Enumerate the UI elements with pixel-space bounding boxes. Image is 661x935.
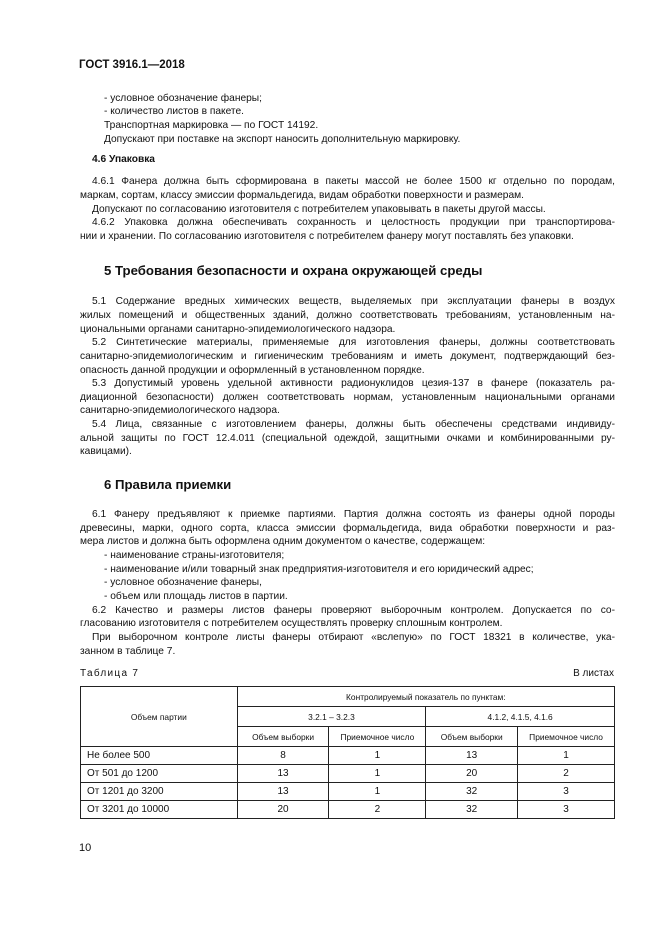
paragraph-line: санитарно-эпидемиологического надзора. — [80, 405, 280, 416]
paragraph-line: циональными органами санитарно-эпидемиологического надзора. — [80, 324, 396, 335]
table-cell: От 501 до 1200 — [81, 765, 238, 783]
column-header: Объем выборки — [426, 727, 518, 747]
paragraph-line: опасность данной продукции и оформленный в установленном порядке. — [80, 365, 425, 376]
table-cell: Не более 500 — [81, 747, 238, 765]
paragraph-line: диационной безопасности) должен соответствовать нормам, установленным национальными органами — [80, 392, 615, 403]
paragraph-line: 5.4 Лица, связанные с изготовлением фанеры, должны быть обеспечены средствами индивиду- — [92, 419, 615, 430]
paragraph-line: 4.6.1 Фанера должна быть сформирована в пакеты массой не более 1500 кг отдельно по породам, — [92, 176, 615, 187]
table-cell: 20 — [237, 801, 329, 819]
paragraph-line: санитарно-эпидемиологическим и гигиеническим требованиям и иметь документ, подтверждающий без- — [80, 351, 615, 362]
group-header: Контролируемый показатель по пунктам: — [237, 687, 614, 707]
paragraph-line: При выборочном контроле листы фанеры отбирают «вслепую» по ГОСТ 18321 в количестве, ука- — [92, 632, 615, 643]
paragraph-line: 5.3 Допустимый уровень удельной активности радионуклидов цезия-137 в фанере (показатель ра- — [92, 378, 615, 389]
paragraph-line: 5.1 Содержание вредных химических веществ, выделяемых при эксплуатации фанеры в воздух — [92, 296, 615, 307]
table-row — [81, 783, 615, 801]
table-cell: 20 — [426, 765, 518, 783]
list-item: - условное обозначение фанеры, — [104, 577, 262, 588]
table-cell: 1 — [329, 765, 426, 783]
paragraph-line: кавицами). — [80, 446, 132, 457]
table-cell: 13 — [237, 765, 329, 783]
table-row — [81, 765, 615, 783]
group-header-1: 3.2.1 – 3.2.3 — [237, 707, 426, 727]
table-cell: От 1201 до 3200 — [81, 783, 238, 801]
paragraph-line: 4.6.2 Упаковка должна обеспечивать сохранность и целостность продукции при транспортирова- — [92, 217, 615, 228]
table-cell: 1 — [329, 747, 426, 765]
table-cell: 3 — [518, 783, 615, 801]
list-item: - наименование страны-изготовителя; — [104, 550, 285, 561]
paragraph-line: мера листов и должна быть оформлена одним документом о качестве, содержащем: — [80, 536, 486, 547]
table-cell: 3 — [518, 801, 615, 819]
paragraph-line: Допускают при поставке на экспорт наносить дополнительную маркировку. — [104, 134, 461, 145]
section-title: 5 Требования безопасности и охрана окружающей среды — [104, 263, 483, 278]
paragraph-line: 5.2 Синтетические материалы, применяемые для изготовления фанеры, должны соответствовать — [92, 337, 615, 348]
table-unit: В листах — [573, 668, 614, 679]
subsection-title: 4.6 Упаковка — [92, 154, 155, 165]
table-row — [81, 747, 615, 765]
paragraph-line: маркам, сортам, классу эмиссии формальдегида, видам обработки поверхности и размерам. — [80, 190, 524, 201]
paragraph-line: Допускают по согласованию изготовителя с потребителем упаковывать в пакеты другой массы. — [92, 204, 546, 215]
document-header: ГОСТ 3916.1—2018 — [79, 59, 185, 71]
list-item: - объем или площадь листов в партии. — [104, 591, 288, 602]
table-cell: 2 — [518, 765, 615, 783]
table-row — [81, 801, 615, 819]
paragraph-line: занном в таблице 7. — [80, 646, 176, 657]
table-cell: 8 — [237, 747, 329, 765]
batch-header: Объем партии — [81, 687, 238, 747]
list-item: - наименование и/или товарный знак предприятия-изготовителя и его юридический адрес; — [104, 564, 534, 575]
table-cell: 2 — [329, 801, 426, 819]
list-item: - количество листов в пакете. — [104, 106, 244, 117]
table-cell: 32 — [426, 801, 518, 819]
table-caption: Таблица 7 — [80, 668, 140, 679]
table-cell: 32 — [426, 783, 518, 801]
paragraph-line: 6.2 Качество и размеры листов фанеры проверяют выборочным контролем. Допускается по со- — [92, 605, 615, 616]
paragraph-line: нии и хранении. По согласованию изготовителя с потребителем фанеру могут поставлять без упаковки. — [80, 231, 574, 242]
table-cell: 1 — [518, 747, 615, 765]
paragraph-line: альной защиты по ГОСТ 12.4.011 (специальной одеждой, защитными очками и комбинированными ру- — [80, 433, 615, 444]
list-item: - условное обозначение фанеры; — [104, 93, 262, 104]
table-cell: От 3201 до 10000 — [81, 801, 238, 819]
column-header: Объем выборки — [237, 727, 329, 747]
sampling-table — [80, 686, 615, 819]
table-cell: 13 — [237, 783, 329, 801]
column-header: Приемочное число — [518, 727, 615, 747]
paragraph-line: жилых помещений и общественных зданий, должно соответствовать требованиям, установленным на- — [80, 310, 615, 321]
table-cell: 13 — [426, 747, 518, 765]
column-header: Приемочное число — [329, 727, 426, 747]
group-header-2: 4.1.2, 4.1.5, 4.1.6 — [426, 707, 615, 727]
paragraph-line: древесины, марки, одного сорта, класса эмиссии формальдегида, вида обработки поверхности и раз- — [80, 523, 615, 534]
paragraph-line: гласованию изготовителя с потребителем осуществлять проверку сплошным контролем. — [80, 618, 503, 629]
section-title: 6 Правила приемки — [104, 477, 232, 492]
page-number: 10 — [79, 842, 92, 854]
table-cell: 1 — [329, 783, 426, 801]
paragraph-line: Транспортная маркировка — по ГОСТ 14192. — [104, 120, 319, 131]
paragraph-line: 6.1 Фанеру предъявляют к приемке партиями. Партия должна состоять из фанеры одной породы — [92, 509, 615, 520]
